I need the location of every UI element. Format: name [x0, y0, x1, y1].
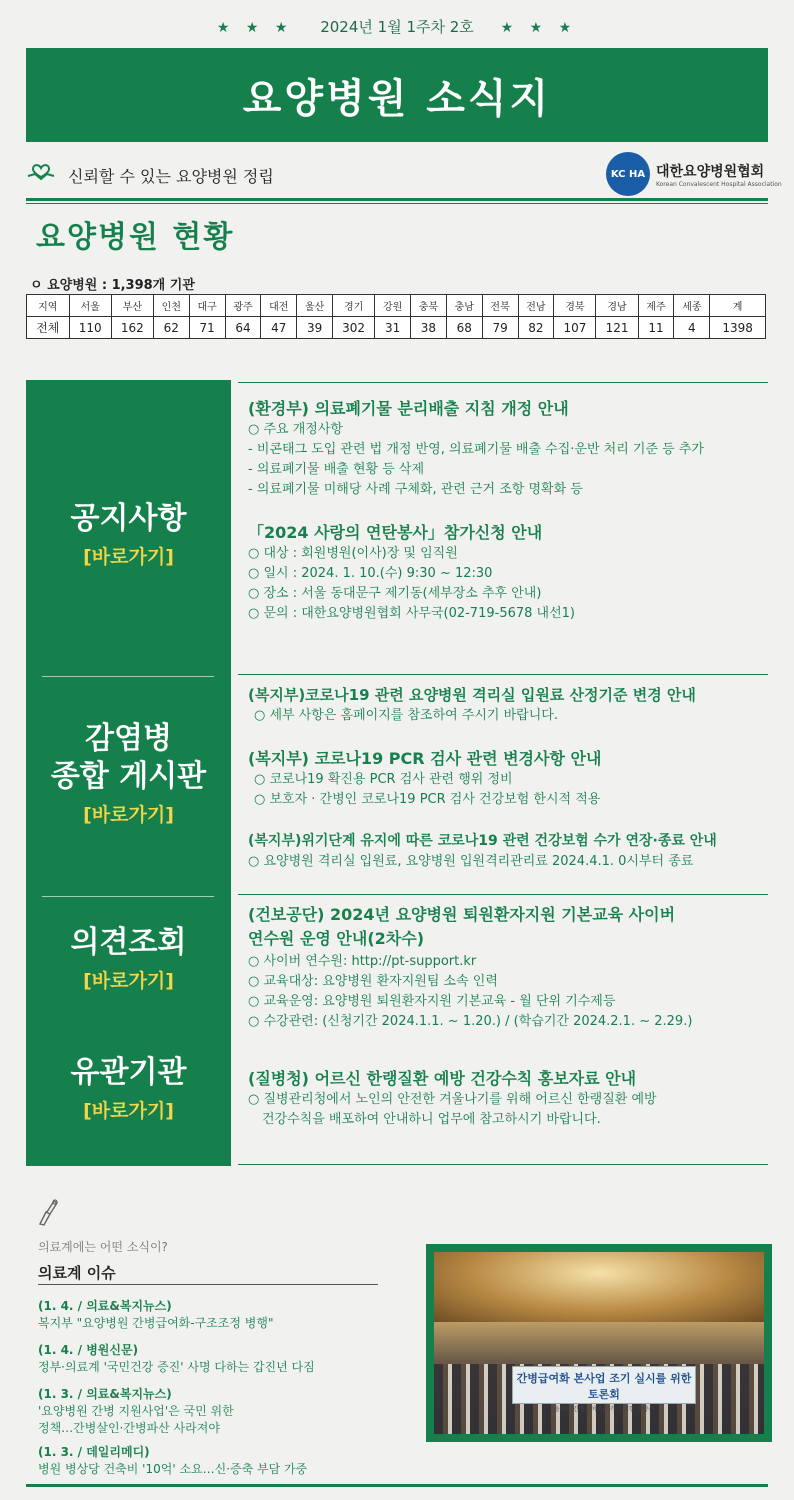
region-cell: 계 — [710, 295, 766, 317]
logo-name: 대한요양병원협회 — [656, 163, 765, 180]
star-decoration: ★ ★ ★ — [500, 20, 578, 36]
notice-line: - 의료폐기물 배출 현황 등 삭제 — [248, 462, 425, 477]
sidebar-opinion[interactable] — [26, 924, 231, 993]
sidebar-opinion-label: 의견조회 — [70, 925, 187, 960]
count-cell: 302 — [333, 317, 375, 339]
region-cell: 서울 — [69, 295, 111, 317]
issue-source: (1. 4. / 병원신문) — [38, 1343, 139, 1357]
notice-line: ○ 세부 사항은 홈페이지를 참조하여 주시기 바랍니다. — [254, 708, 558, 723]
issues-intro: 의료계에는 어떤 소식이? — [38, 1240, 168, 1254]
opinion-shortcut-link[interactable]: [바로가기] — [83, 970, 174, 992]
divider — [42, 676, 214, 677]
sidebar-notice[interactable] — [26, 500, 231, 569]
issue-line — [0, 16, 794, 37]
region-cell: 대구 — [189, 295, 225, 317]
issue-headline[interactable]: '요양병원 간병 지원사업'은 국민 위한 — [38, 1404, 234, 1418]
star-decoration: ★ ★ ★ — [216, 20, 294, 36]
count-cell: 82 — [518, 317, 554, 339]
notice-line: ○ 문의 : 대한요양병원협회 사무국(02-719-5678 내선1) — [248, 606, 575, 621]
status-title: 요양병원 현황 — [36, 220, 235, 255]
event-banner-subtitle: 올바른 간병급여로의 가기 위한 방향은 — [553, 1406, 655, 1413]
logo-mark: KC HA — [606, 152, 650, 196]
issues-heading: 의료계 이슈 — [38, 1264, 116, 1282]
tagline-text: 신뢰할 수 있는 요양병원 정립 — [68, 166, 274, 186]
count-cell: 79 — [482, 317, 518, 339]
count-cell: 71 — [189, 317, 225, 339]
divider — [26, 203, 768, 204]
sidebar-infection-label-2: 종합 게시판 — [50, 759, 207, 794]
newsletter-title: 요양병원 소식지 — [242, 75, 552, 122]
divider — [238, 1164, 768, 1165]
region-cell: 광주 — [225, 295, 261, 317]
divider — [26, 1484, 768, 1487]
notice-section — [248, 398, 768, 624]
region-cell: 인천 — [153, 295, 189, 317]
issue-source: (1. 4. / 의료&복지뉴스) — [38, 1299, 172, 1313]
issue-headline[interactable]: 정부·의료계 '국민건강 증진' 사명 다하는 갑진년 다짐 — [38, 1360, 315, 1374]
count-cell: 121 — [596, 317, 638, 339]
region-cell: 세종 — [674, 295, 710, 317]
title-banner — [26, 48, 768, 142]
count-cell: 62 — [153, 317, 189, 339]
region-cell: 대전 — [261, 295, 297, 317]
sidebar-infection[interactable] — [26, 720, 231, 827]
list-item[interactable] — [38, 1342, 398, 1376]
sidebar-notice-label: 공지사항 — [70, 501, 187, 536]
notice-title[interactable]: 「2024 사랑의 연탄봉사」참가신청 안내 — [248, 523, 543, 542]
divider — [238, 674, 768, 675]
brush-icon — [36, 1198, 60, 1226]
notice-title[interactable]: (질병청) 어르신 한랭질환 예방 건강수칙 홍보자료 안내 — [248, 1069, 637, 1088]
notice-line: 건강수칙을 배포하여 안내하니 업무에 참고하시기 바랍니다. — [262, 1112, 601, 1127]
issue-headline[interactable]: 병원 병상당 건축비 '10억' 소요…신·증축 부담 가중 — [38, 1462, 308, 1476]
notice-title[interactable]: (복지부) 코로나19 PCR 검사 관련 변경사항 안내 — [248, 749, 602, 768]
count-cell: 39 — [297, 317, 333, 339]
table-header-cell: 지역 — [27, 295, 70, 317]
event-banner-title: 간병급여화 본사업 조기 실시를 위한 토론회 — [516, 1372, 692, 1401]
divider — [238, 894, 768, 895]
sidebar-infection-label-1: 감염병 — [85, 721, 172, 756]
region-cell: 부산 — [111, 295, 153, 317]
notice-line: ○ 장소 : 서울 동대문구 제기동(세부장소 추후 안내) — [248, 586, 542, 601]
notice-line: - 의료폐기물 미해당 사례 구체화, 관련 근거 조항 명확화 등 — [248, 482, 583, 497]
list-item[interactable] — [38, 1386, 398, 1437]
infection-section — [248, 684, 768, 872]
region-cell: 강원 — [375, 295, 411, 317]
sidebar-related-label: 유관기관 — [70, 1055, 187, 1090]
table-row — [27, 295, 766, 317]
divider — [38, 1284, 378, 1285]
notice-line: - 비콘태그 도입 관련 법 개정 반영, 의료폐기물 배출 수집·운반 처리 기준 등 추가 — [248, 442, 704, 457]
issue-headline[interactable]: 복지부 "요양병원 간병급여화-구조조정 병행" — [38, 1316, 274, 1330]
issue-source: (1. 3. / 의료&복지뉴스) — [38, 1387, 172, 1401]
notice-line: ○ 교육운영: 요양병원 퇴원환자지원 기본교육 - 월 단위 기수제등 — [248, 994, 616, 1009]
divider — [42, 896, 214, 897]
handshake-heart-icon — [26, 162, 56, 188]
related-section — [248, 1068, 768, 1130]
region-cell: 제주 — [638, 295, 674, 317]
region-cell: 전남 — [518, 295, 554, 317]
region-cell: 울산 — [297, 295, 333, 317]
notice-line: ○ 일시 : 2024. 1. 10.(수) 9:30 ~ 12:30 — [248, 566, 493, 581]
related-shortcut-link[interactable]: [바로가기] — [83, 1100, 174, 1122]
count-cell: 47 — [261, 317, 297, 339]
notice-line: ○ 주요 개정사항 — [248, 422, 343, 437]
count-cell: 11 — [638, 317, 674, 339]
region-cell: 경남 — [596, 295, 638, 317]
notice-line: ○ 요양병원 격리실 입원료, 요양병원 입원격리관리료 2024.4.1. 0시부터 종료 — [248, 854, 694, 869]
region-cell: 경북 — [554, 295, 596, 317]
list-item[interactable] — [38, 1444, 398, 1478]
table-header-cell: 전체 — [27, 317, 70, 339]
divider — [26, 198, 768, 201]
notice-line: ○ 수강관련: (신청기간 2024.1.1. ~ 1.20.) / (학습기간 2024.2.1. ~ 2.29.) — [248, 1014, 693, 1029]
notice-line: ○ 사이버 연수원: http://pt-support.kr — [248, 954, 477, 969]
region-cell: 충남 — [446, 295, 482, 317]
notice-title[interactable]: 연수원 운영 안내(2차수) — [248, 929, 425, 948]
count-cell: 4 — [674, 317, 710, 339]
event-photo — [426, 1244, 772, 1442]
region-cell: 전북 — [482, 295, 518, 317]
issue-headline-cont[interactable]: 정책…간병살인·간병파산 사라져야 — [38, 1421, 220, 1435]
notice-line: ○ 질병관리청에서 노인의 안전한 겨울나기를 위해 어르신 한랭질환 예방 — [248, 1092, 657, 1107]
infection-shortcut-link[interactable]: [바로가기] — [83, 804, 174, 826]
table-row — [27, 317, 766, 339]
list-item[interactable] — [38, 1298, 398, 1332]
count-cell: 162 — [111, 317, 153, 339]
region-cell: 경기 — [333, 295, 375, 317]
notice-line: ○ 대상 : 회원병원(이사)장 및 임직원 — [248, 546, 458, 561]
divider — [238, 382, 768, 383]
count-cell: 64 — [225, 317, 261, 339]
notice-shortcut-link[interactable]: [바로가기] — [83, 546, 174, 568]
issue-source: (1. 3. / 데일리메디) — [38, 1445, 150, 1459]
issue-number: 2024년 1월 1주차 2호 — [320, 18, 474, 36]
notice-title[interactable]: (건보공단) 2024년 요양병원 퇴원환자지원 기본교육 사이버 — [248, 905, 676, 924]
notice-line: ○ 코로나19 확진용 PCR 검사 관련 행위 정비 — [254, 772, 513, 787]
count-cell: 31 — [375, 317, 411, 339]
hospital-count: ㅇ 요양병원 : 1,398개 기관 — [30, 278, 195, 293]
ceiling-light — [434, 1252, 764, 1322]
notice-line: ○ 보호자 · 간병인 코로나19 PCR 검사 건강보험 한시적 적용 — [254, 792, 601, 807]
notice-line: ○ 교육대상: 요양병원 환자지원팀 소속 인력 — [248, 974, 498, 989]
category-sidebar — [26, 380, 231, 1166]
count-cell: 1398 — [710, 317, 766, 339]
notice-title[interactable]: (환경부) 의료폐기물 분리배출 지침 개정 안내 — [248, 399, 569, 418]
notice-title[interactable]: (복지부)위기단계 유지에 따른 코로나19 관련 건강보험 수가 연장·종료 안내 — [248, 833, 717, 849]
kcha-logo[interactable] — [606, 152, 782, 196]
event-banner — [512, 1366, 696, 1413]
region-table — [26, 294, 766, 339]
count-cell: 107 — [554, 317, 596, 339]
count-cell: 68 — [446, 317, 482, 339]
sidebar-related[interactable] — [26, 1054, 231, 1123]
region-cell: 충북 — [411, 295, 447, 317]
notice-title[interactable]: (복지부)코로나19 관련 요양병원 격리실 입원료 산정기준 변경 안내 — [248, 686, 696, 704]
count-cell: 110 — [69, 317, 111, 339]
opinion-section — [248, 904, 768, 1032]
logo-english: Korean Convalescent Hospital Association — [656, 180, 782, 188]
count-cell: 38 — [411, 317, 447, 339]
